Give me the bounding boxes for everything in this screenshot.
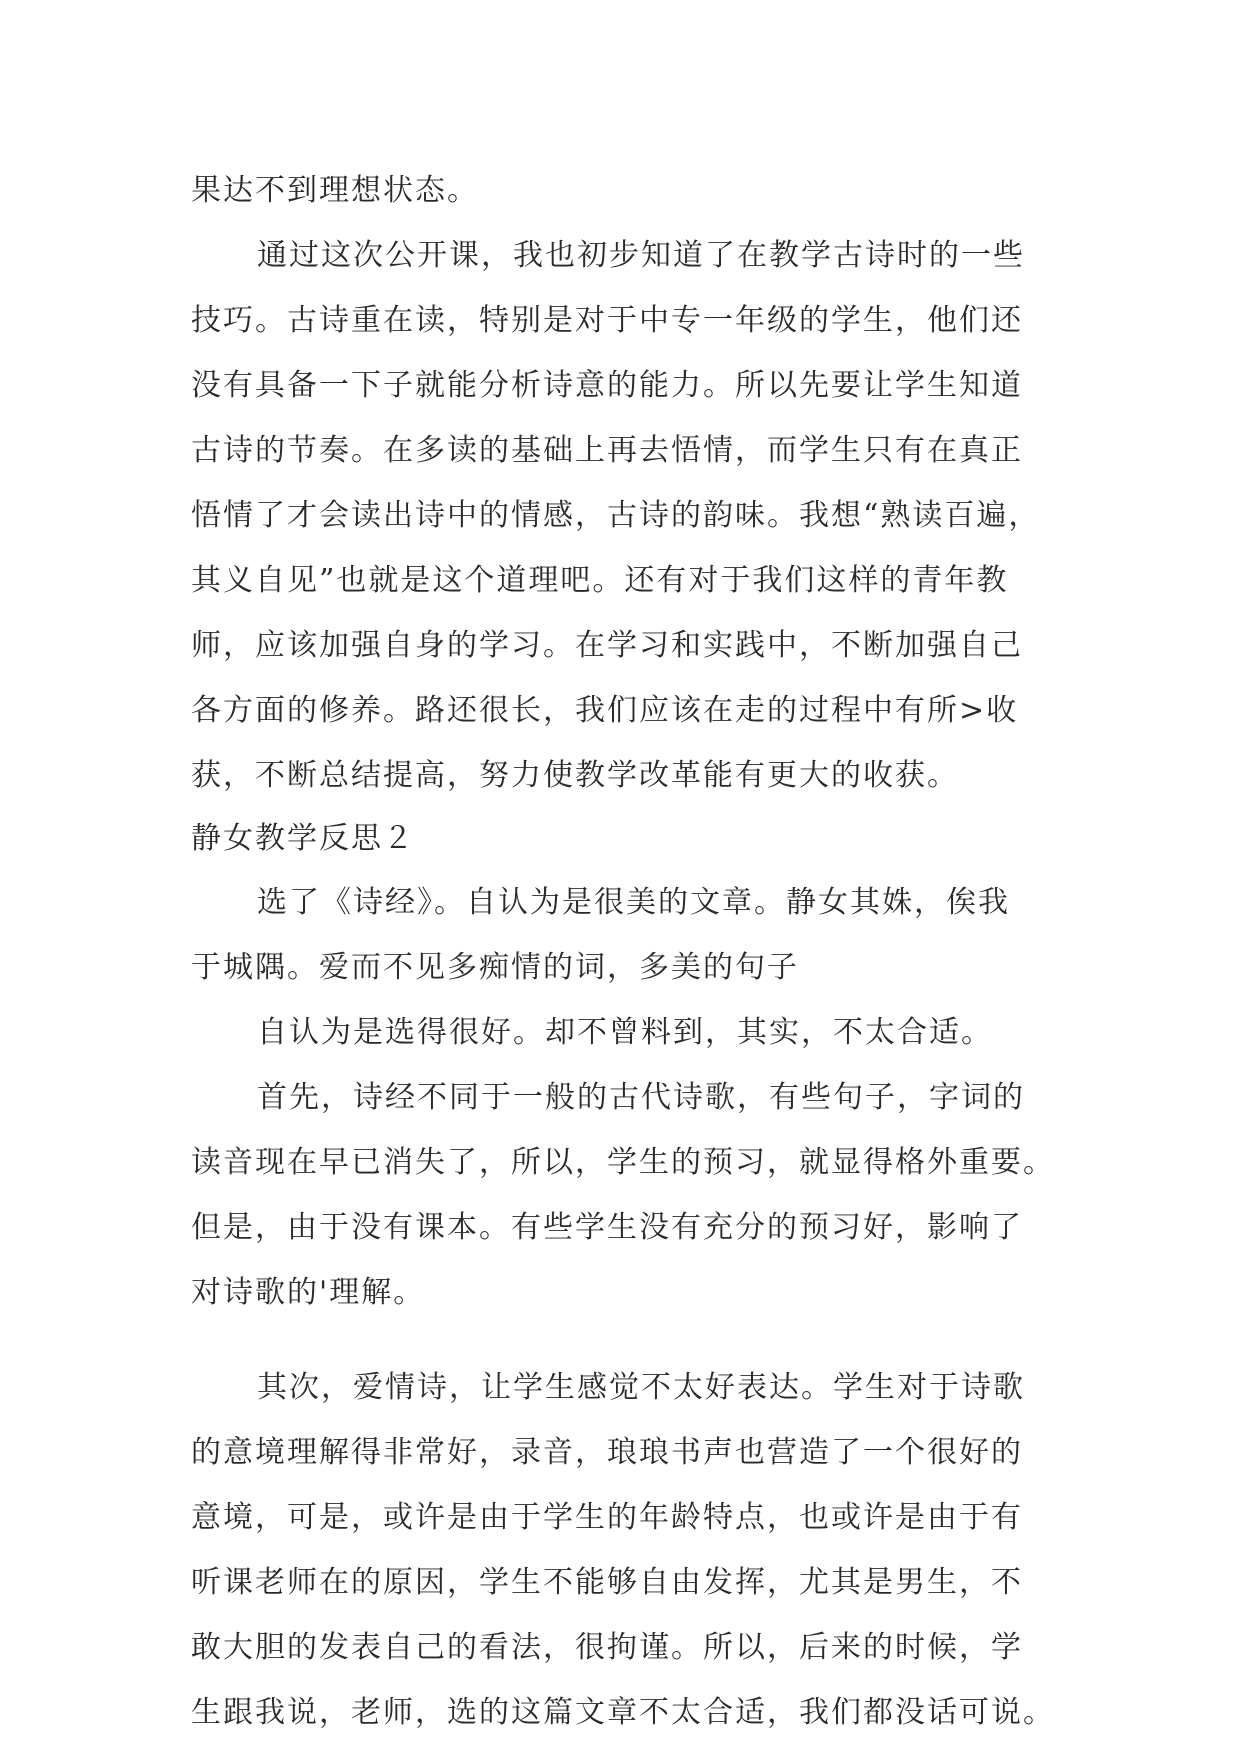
paragraph-line: 于城隅。爱而不见多痴情的词，多美的句子 (191, 950, 799, 985)
paragraph-line: 读音现在早已消失了，所以，学生的预习，就显得格外重要。 (191, 1145, 1055, 1180)
paragraph-line: 首先，诗经不同于一般的古代诗歌，有些句子，字词的 (257, 1080, 1025, 1115)
paragraph-line: 自认为是选得很好。却不曾料到，其实，不太合适。 (257, 1015, 993, 1050)
paragraph-line: 其次，爱情诗，让学生感觉不太好表达。学生对于诗歌 (257, 1370, 1025, 1405)
paragraph-line: 敢大胆的发表自己的看法，很拘谨。所以，后来的时候，学 (191, 1630, 1023, 1665)
paragraph-line: 其义自见”也就是这个道理吧。还有对于我们这样的青年教 (191, 563, 1009, 598)
paragraph-line: 悟情了才会读出诗中的情感，古诗的韵味。我想“熟读百遍， (191, 498, 1041, 533)
paragraph-line: 通过这次公开课，我也初步知道了在教学古诗时的一些 (257, 238, 1025, 273)
paragraph-gap (191, 1325, 1051, 1355)
paragraph-line: 各方面的修养。路还很长，我们应该在走的过程中有所>收 (191, 693, 1019, 728)
section-heading: 静女教学反思２ (191, 821, 415, 856)
paragraph-line: 意境，可是，或许是由于学生的年龄特点，也或许是由于有 (191, 1500, 1023, 1535)
paragraph-line: 师，应该加强自身的学习。在学习和实践中，不断加强自己 (191, 628, 1023, 663)
paragraph-line: 听课老师在的原因，学生不能够自由发挥，尤其是男生，不 (191, 1565, 1023, 1600)
paragraph-line: 没有具备一下子就能分析诗意的能力。所以先要让学生知道 (191, 368, 1023, 403)
paragraph-line: 获，不断总结提高，努力使教学改革能有更大的收获。 (191, 758, 959, 793)
document-page (191, 158, 1055, 1745)
paragraph-line: 技巧。古诗重在读，特别是对于中专一年级的学生，他们还 (191, 303, 1023, 338)
paragraph-line: 选了《诗经》。自认为是很美的文章。静女其姝，俟我 (257, 885, 1010, 920)
paragraph-line: 对诗歌的'理解。 (191, 1275, 426, 1310)
paragraph-line: 但是，由于没有课本。有些学生没有充分的预习好，影响了 (191, 1210, 1023, 1245)
paragraph-line: 古诗的节奏。在多读的基础上再去悟情，而学生只有在真正 (191, 433, 1023, 468)
paragraph-line: 的意境理解得非常好，录音，琅琅书声也营造了一个很好的 (191, 1435, 1023, 1470)
paragraph-line: 生跟我说，老师，选的这篇文章不太合适，我们都没话可说。 (191, 1695, 1055, 1730)
paragraph-line: 果达不到理想状态。 (191, 173, 479, 208)
